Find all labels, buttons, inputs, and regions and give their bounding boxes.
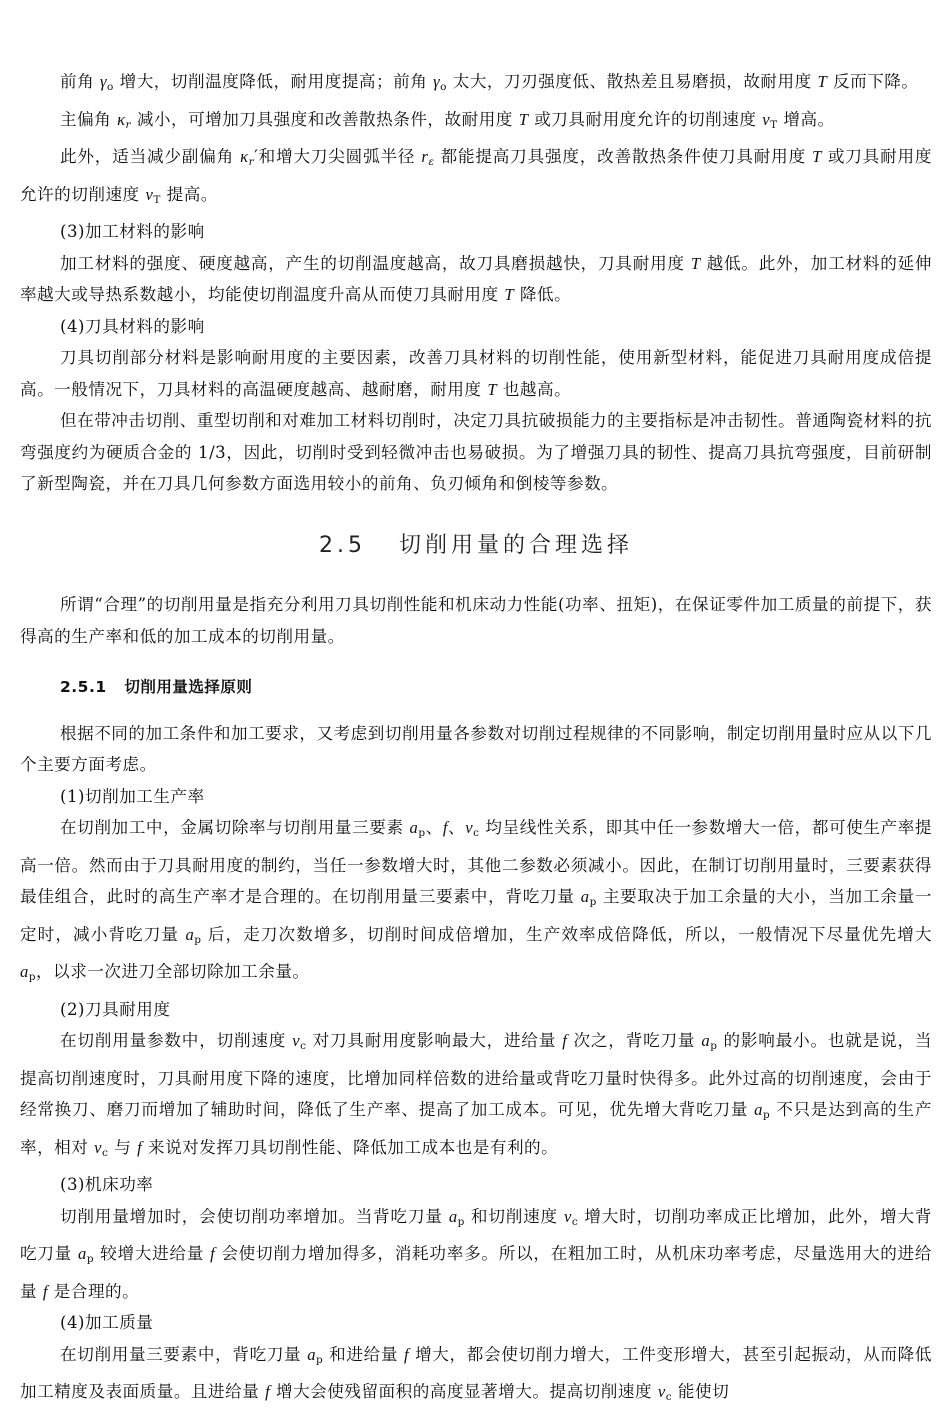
paragraph-reasonable: 所谓“合理”的切削用量是指充分利用刀具切削性能和机床动力性能(功率、扭矩)，在保证零件加工质量的前提下，获得高的生产率和低的加工成本的切削用量。 bbox=[20, 595, 932, 646]
section-heading bbox=[20, 530, 932, 562]
paragraph-tool-material: 刀具切削部分材料是影响耐用度的主要因素，改善刀具材料的切削性能，使用新型材料，能促进刀具耐用度成倍提高。一般情况下，刀具材料的高温硬度越高、越耐磨，耐用度 T 也越高。 bbox=[20, 348, 932, 399]
heading-machining-quality: (4)加工质量 bbox=[60, 1313, 154, 1332]
heading-tool-material: (4)刀具材料的影响 bbox=[60, 316, 205, 336]
paragraph-rake-angle: 前角 γo 增大，切削温度降低，耐用度提高；前角 γo 太大，刀刃强度低、散热差且易磨损，故耐用度 T 反而下降。 bbox=[60, 72, 919, 93]
section-title: 切削用量的合理选择 bbox=[398, 532, 633, 558]
heading-machine-power: (3)机床功率 bbox=[60, 1175, 154, 1194]
paragraph-tool-life: 在切削用量参数中，切削速度 vc 对刀具耐用度影响最大，进给量 f 次之，背吃刀量 ap 的影响最小。也就是说，当提高切削速度时，刀具耐用度下降的速度，比增加同样倍数的进给量或背吃刀量时快得多。此外过高的切削速度，会由于经常换刀、磨刀而增加了辅助时间，降低了生产率、提高了加工成本。可见，优先增大背吃刀量 ap 不只是达到高的生产率，相对 vc 与 f 来说对发挥刀具切削性能、降低加工成本也是有利的。 bbox=[20, 1031, 932, 1159]
paragraph-minor-angle: 此外，适当减少副偏角 κr′和增大刀尖圆弧半径 rε 都能提高刀具强度，改善散热条件使刀具耐用度 T 或刀具耐用度允许的切削速度 vT 提高。 bbox=[20, 147, 932, 206]
heading-material-influence: (3)加工材料的影响 bbox=[60, 222, 205, 241]
paragraph-productivity: 在切削加工中，金属切除率与切削用量三要素 ap、f、vc 均呈线性关系，即其中任一参数增大一倍，都可使生产率提高一倍。然而由于刀具耐用度的制约，当任一参数增大时，其他二参数必须减小。因此，在制订切削用量时，三要素获得最佳组合，此时的高生产率才是合理的。在切削用量三要素中，背吃刀量 ap 主要取决于加工余量的大小，当加工余量一定时，减小背吃刀量 ap 后，走刀次数增多，切削时间成倍增加，生产效率成倍降低，所以，一般情况下尽量优先增大 ap，以求一次进刀全部切除加工余量。 bbox=[20, 818, 933, 983]
paragraph-principles: 根据不同的加工条件和加工要求，又考虑到切削用量各参数对切削过程规律的不同影响，制定切削用量时应从以下几个主要方面考虑。 bbox=[20, 723, 932, 774]
paragraph-impact: 但在带冲击切削、重型切削和对难加工材料切削时，决定刀具抗破损能力的主要指标是冲击韧性。普通陶瓷材料的抗弯强度约为硬质合金的 1/3，因此，切削时受到轻微冲击也易破损。为了增强刀具的韧性、提高刀具抗弯强度，目前研制了新型陶瓷，并在刀具几何参数方面选用较小的前角、负刃倾角和倒棱等参数。 bbox=[20, 411, 932, 493]
paragraph-machining-quality: 在切削用量三要素中，背吃刀量 ap 和进给量 f 增大，都会使切削力增大，工件变形增大，甚至引起振动，从而降低加工精度及表面质量。且进给量 f 增大会使残留面积的高度显著增大。提高切削速度 vc 能使切 bbox=[20, 1344, 932, 1403]
subsection-heading bbox=[60, 672, 932, 704]
subsection-title: 切削用量选择原则 bbox=[124, 678, 253, 696]
section-number: 2.5 bbox=[319, 532, 366, 558]
subsection-number: 2.5.1 bbox=[60, 678, 107, 696]
heading-productivity: (1)切削加工生产率 bbox=[60, 786, 205, 806]
document-page bbox=[20, 66, 932, 1414]
heading-tool-life: (2)刀具耐用度 bbox=[60, 999, 171, 1019]
paragraph-lead-angle: 主偏角 κr 减小，可增加刀具强度和改善散热条件，故耐用度 T 或刀具耐用度允许的切削速度 vT 增高。 bbox=[60, 109, 835, 131]
paragraph-material: 加工材料的强度、硬度越高，产生的切削温度越高，故刀具磨损越快，刀具耐用度 T 越低。此外，加工材料的延伸率越大或导热系数越小，均能使切削温度升高从而使刀具耐用度 T 降低。 bbox=[20, 253, 932, 304]
paragraph-machine-power: 切削用量增加时，会使切削功率增加。当背吃刀量 ap 和切削速度 vc 增大时，切削功率成正比增加，此外，增大背吃刀量 ap 较增大进给量 f 会使切削力增加得多，消耗功率多。所以，在粗加工时，从机床功率考虑，尽量选用大的进给量 f 是合理的。 bbox=[20, 1206, 932, 1301]
